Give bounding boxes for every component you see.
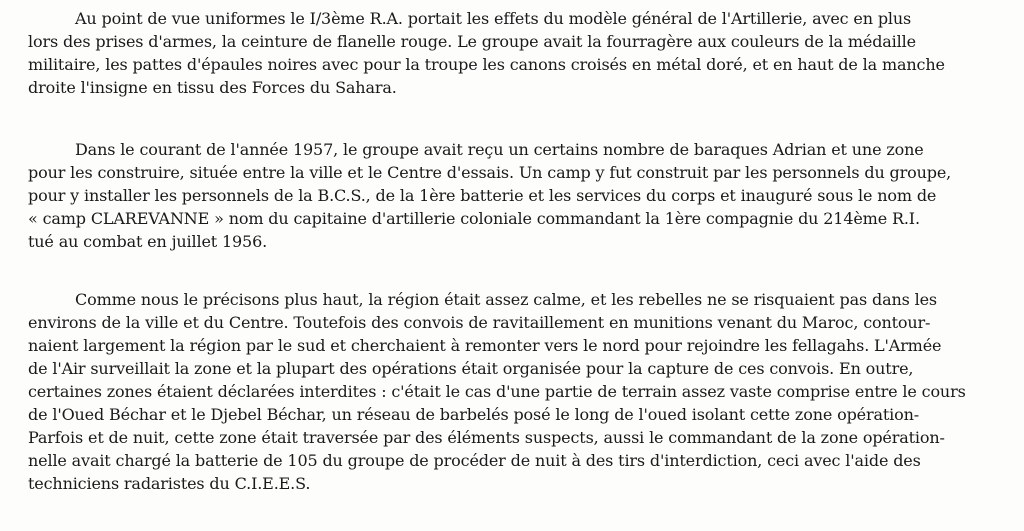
text-line: pour y installer les personnels de la B.C.S., de la 1ère batterie et les services du corps et inauguré sous le nom de bbox=[28, 186, 937, 205]
text-line: Au point de vue uniformes le I/3ème R.A. portait les effets du modèle général de l'Artillerie, avec en plus bbox=[75, 9, 912, 28]
text-line: droite l'insigne en tissu des Forces du Sahara. bbox=[28, 78, 397, 97]
text-line: tué au combat en juillet 1956. bbox=[28, 232, 268, 251]
text-line: de l'Oued Béchar et le Djebel Béchar, un réseau de barbelés posé le long de l'oued isolant cette zone opération- bbox=[28, 405, 920, 424]
text-line: pour les construire, située entre la ville et le Centre d'essais. Un camp y fut construit par les personnels du groupe, bbox=[28, 163, 952, 182]
text-line: Parfois et de nuit, cette zone était traversée par des éléments suspects, aussi le commandant de la zone opération- bbox=[28, 428, 945, 447]
text-line: de l'Air surveillait la zone et la plupart des opérations était organisée pour la capture de ces convois. En outre, bbox=[28, 359, 914, 378]
text-line: environs de la ville et du Centre. Toutefois des convois de ravitaillement en munitions venant du Maroc, contour- bbox=[28, 313, 931, 332]
text-line: techniciens radaristes du C.I.E.E.S. bbox=[28, 474, 311, 493]
text-line: nelle avait chargé la batterie de 105 du groupe de procéder de nuit à des tirs d'interdiction, ceci avec l'aide des bbox=[28, 451, 921, 470]
text-line: naient largement la région par le sud et cherchaient à remonter vers le nord pour rejoindre les fellagahs. L'Armée bbox=[28, 336, 942, 355]
text-line: Dans le courant de l'année 1957, le groupe avait reçu un certains nombre de baraques Adrian et une zone bbox=[75, 140, 924, 159]
text-line: lors des prises d'armes, la ceinture de flanelle rouge. Le groupe avait la fourragère aux couleurs de la médaille bbox=[28, 32, 916, 51]
text-line: certaines zones étaient déclarées interdites : c'était le cas d'une partie de terrain assez vaste comprise entre le cours bbox=[28, 382, 966, 401]
text-line: militaire, les pattes d'épaules noires avec pour la troupe les canons croisés en métal doré, et en haut de la manche bbox=[28, 55, 945, 74]
text-line: « camp CLAREVANNE » nom du capitaine d'artillerie coloniale commandant la 1ère compagnie du 214ème R.I. bbox=[28, 209, 920, 228]
text-line: Comme nous le précisons plus haut, la région était assez calme, et les rebelles ne se risquaient pas dans les bbox=[75, 290, 937, 309]
